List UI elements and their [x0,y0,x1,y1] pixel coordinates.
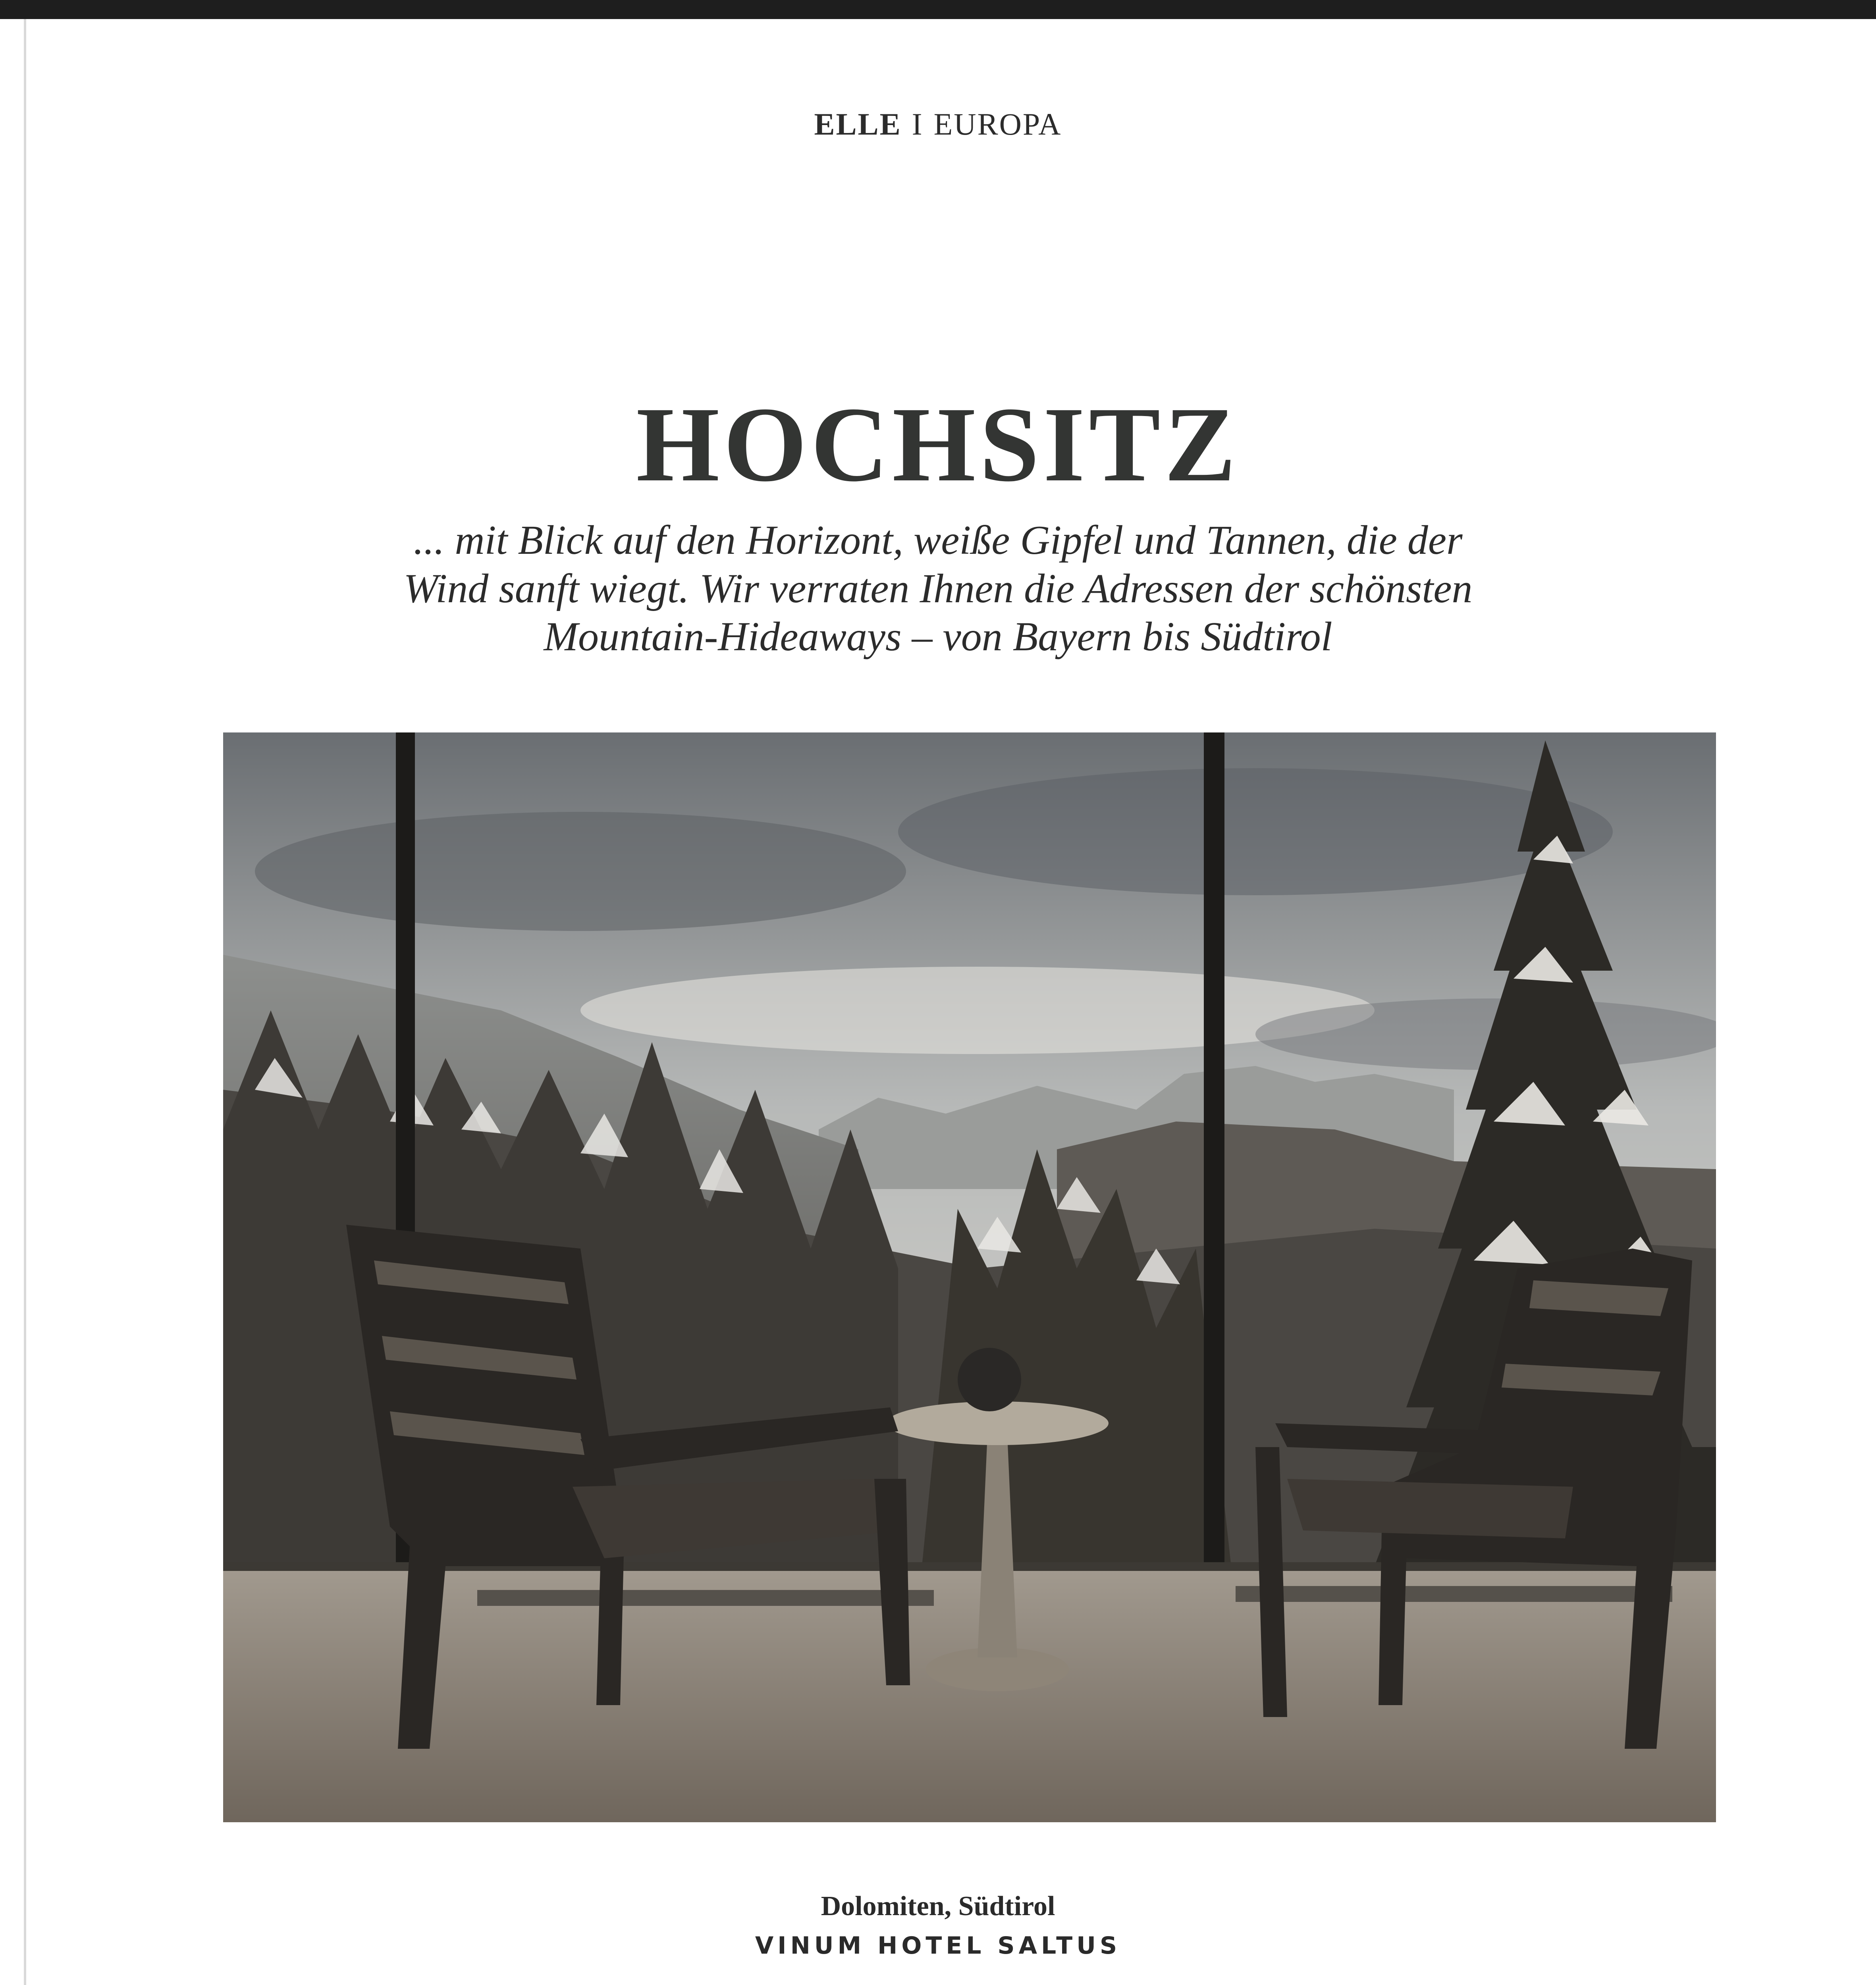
page-left-edge [24,19,26,1985]
brand-label: ELLE [814,107,902,141]
section-label: EUROPA [933,107,1062,141]
header-separator: I [912,107,924,141]
dek-line: Mountain-Hideaways – von Bayern bis Südtirol [544,614,1332,660]
floor [223,1566,1716,1822]
window-mullion-right [1204,732,1224,1606]
dek-line: Wind sanft wiegt. Wir verraten Ihnen die Adressen der schönsten [403,565,1473,611]
article-headline: HOCHSITZ [636,385,1240,504]
vase [958,1348,1021,1411]
article-dek [357,516,1519,661]
section-header [0,106,1876,142]
scan-top-border [0,0,1876,19]
hotel-name: VINUM HOTEL SALTUS [755,1932,1121,1960]
hotel-photo [223,732,1716,1822]
photo-location: Dolomiten, Südtirol [821,1891,1055,1921]
dek-line: ... mit Blick auf den Horizont, weiße Gipfel und Tannen, die der [413,517,1463,563]
